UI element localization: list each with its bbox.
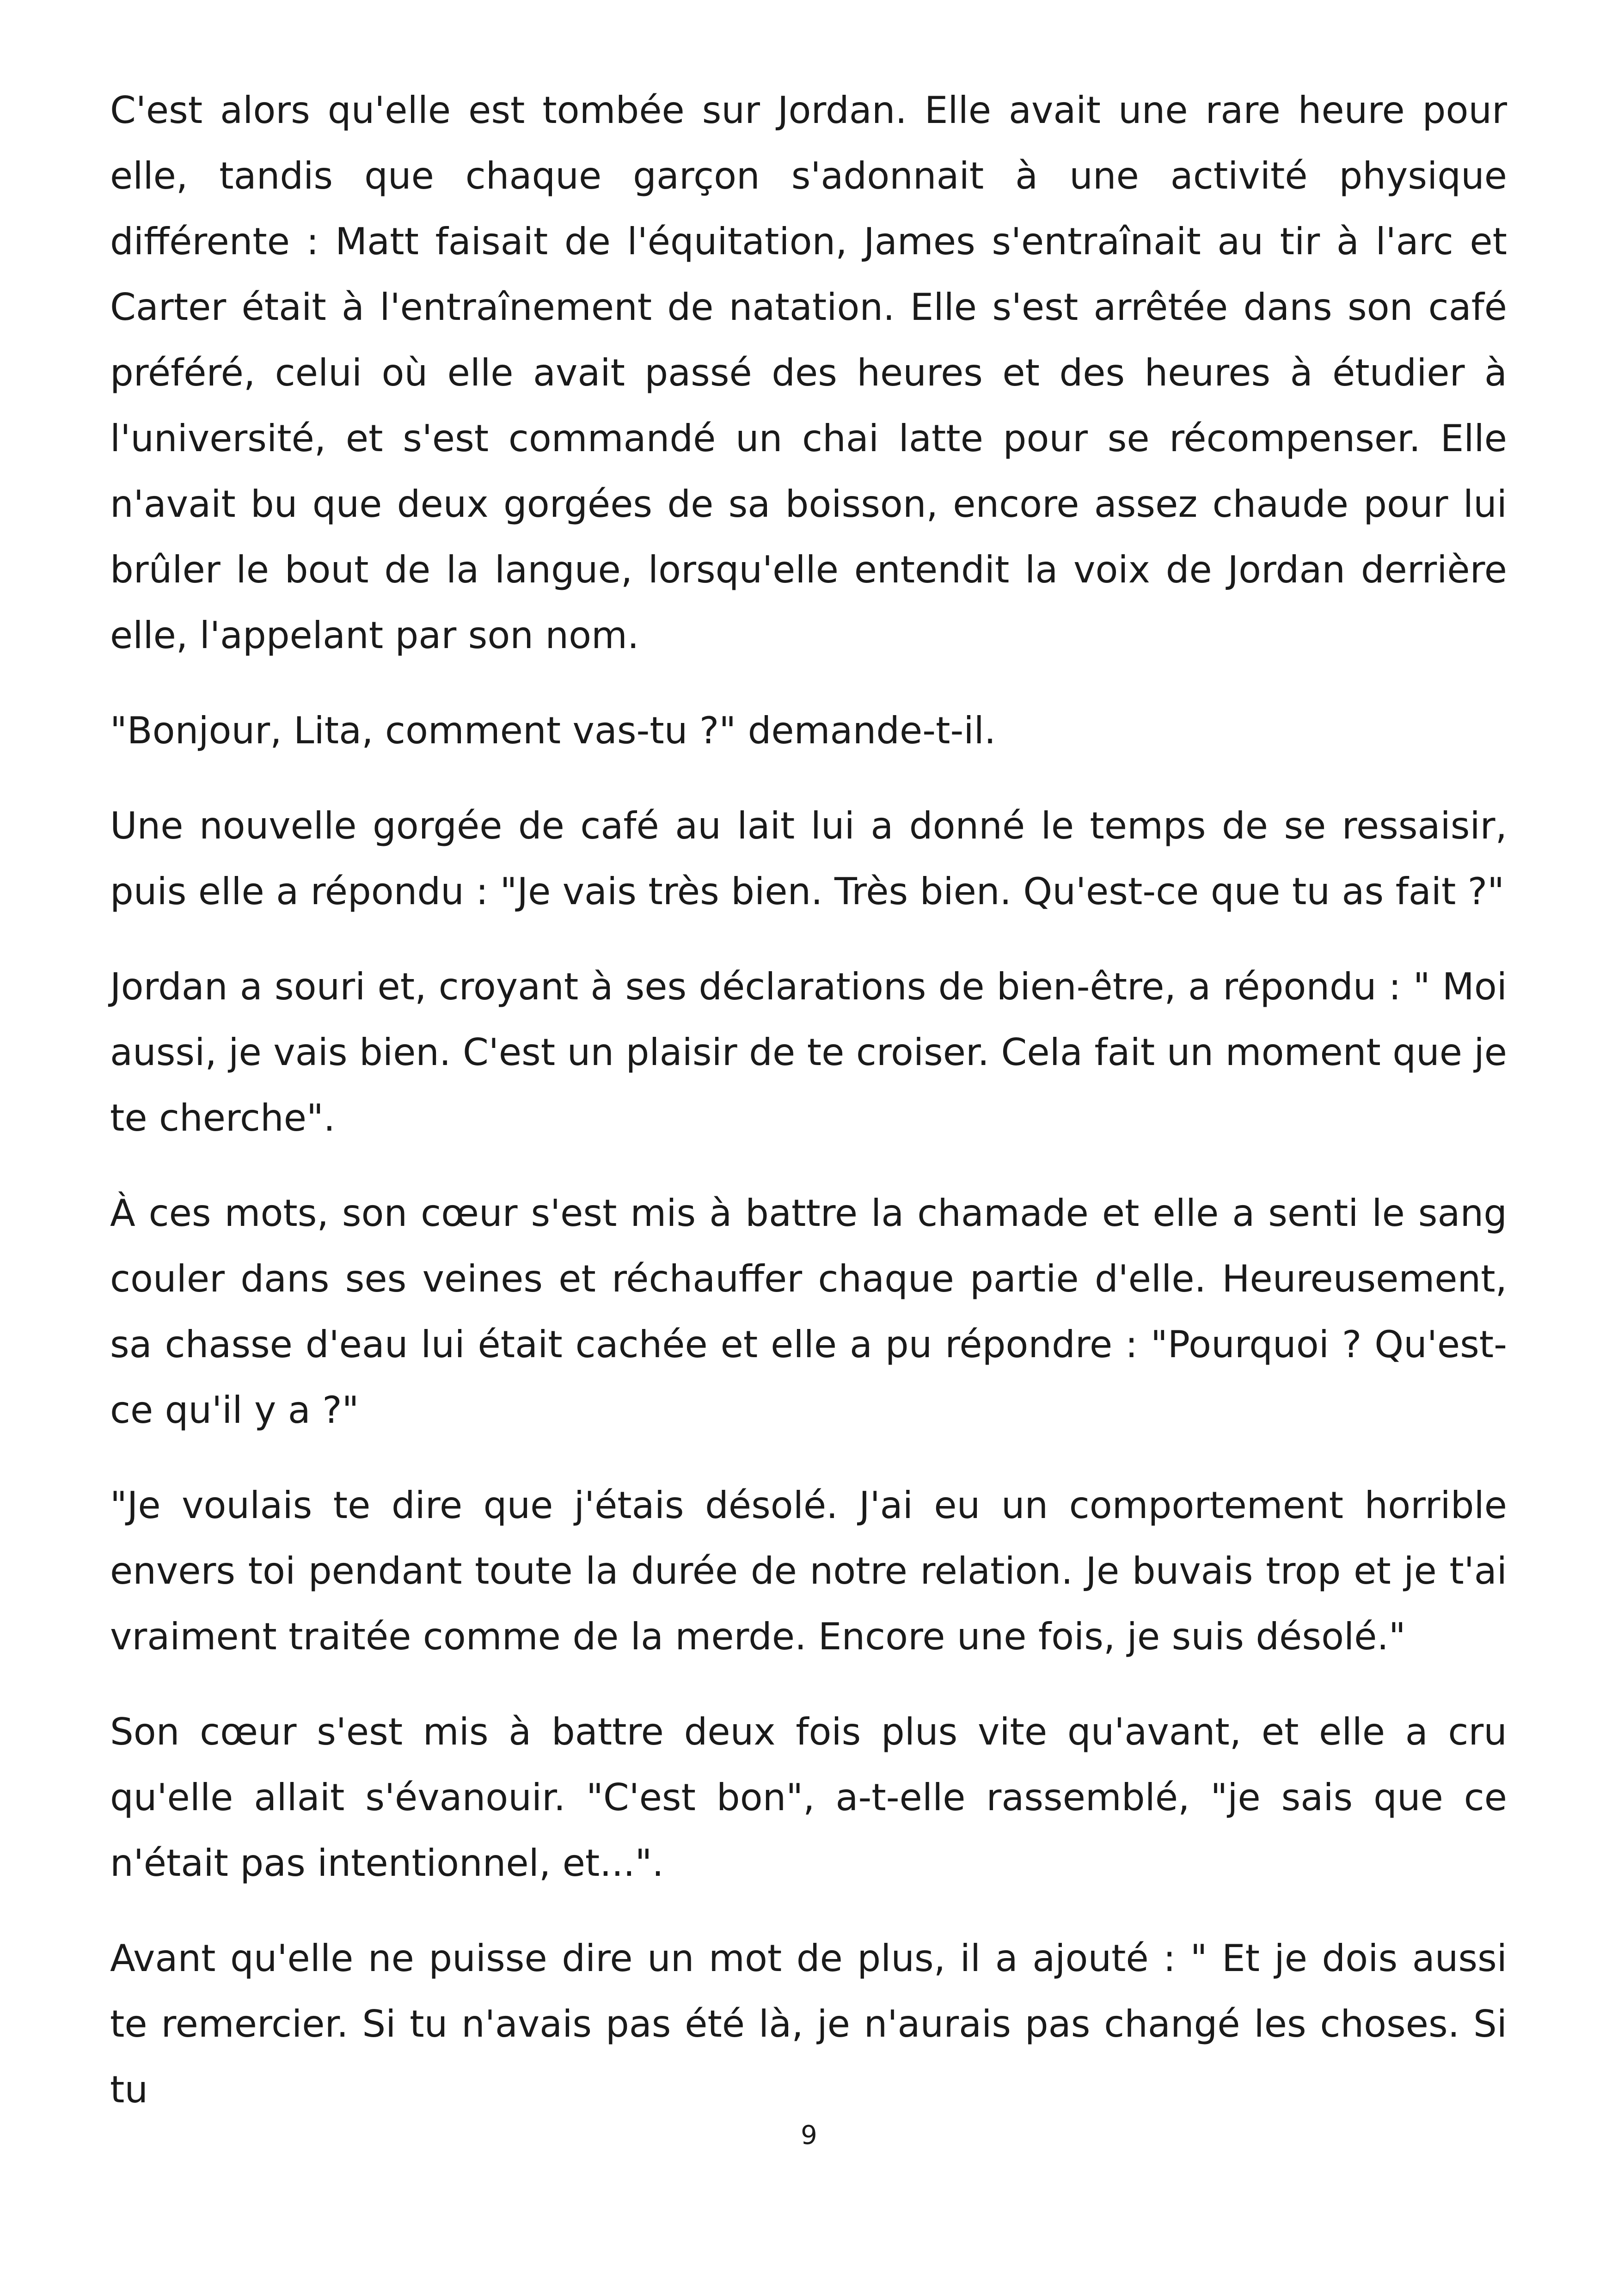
body-text xyxy=(110,78,1507,2123)
paragraph: Jordan a souri et, croyant à ses déclarations de bien-être, a répondu : " Moi aussi, je vais bien. C'est un plaisir de te croiser. Cela fait un moment que je te cherche". xyxy=(110,965,1507,1139)
paragraph: "Bonjour, Lita, comment vas-tu ?" demande-t-il. xyxy=(110,709,996,752)
paragraph: Une nouvelle gorgée de café au lait lui a donné le temps de se ressaisir, puis elle a répondu : "Je vais très bien. Très bien. Qu'est-ce que tu as fait ?" xyxy=(110,804,1507,913)
paragraph: "Je voulais te dire que j'étais désolé. J'ai eu un comportement horrible envers toi pendant toute la durée de notre relation. Je buvais trop et je t'ai vraiment traitée comme de la merde. Encore une fois, je suis désolé." xyxy=(110,1484,1507,1658)
paragraph: Son cœur s'est mis à battre deux fois plus vite qu'avant, et elle a cru qu'elle allait s'évanouir. "C'est bon", a-t-elle rassemblé, "je sais que ce n'était pas intentionnel, et...". xyxy=(110,1710,1507,1885)
paragraph: C'est alors qu'elle est tombée sur Jordan. Elle avait une rare heure pour elle, tandis que chaque garçon s'adonnait à une activité physique différente : Matt faisait de l'équitation, James s'entraînait au tir à l'arc et Carter était à l'entraînement de natation. Elle s'est arrêtée dans son café préféré, celui où elle avait passé des heures et des heures à étudier à l'université, et s'est commandé un chai latte pour se récompenser. Elle n'avait bu que deux gorgées de sa boisson, encore assez chaude pour lui brûler le bout de la langue, lorsqu'elle entendit la voix de Jordan derrière elle, l'appelant par son nom. xyxy=(110,89,1507,657)
paragraph: À ces mots, son cœur s'est mis à battre la chamade et elle a senti le sang couler dans ses veines et réchauffer chaque partie d'elle. Heureusement, sa chasse d'eau lui était cachée et elle a pu répondre : "Pourquoi ? Qu'est-ce qu'il y a ?" xyxy=(110,1192,1507,1432)
paragraph: Avant qu'elle ne puisse dire un mot de plus, il a ajouté : " Et je dois aussi te remercier. Si tu n'avais pas été là, je n'aurais pas changé les choses. Si tu xyxy=(110,1937,1507,2111)
page-number: 9 xyxy=(801,2120,817,2150)
